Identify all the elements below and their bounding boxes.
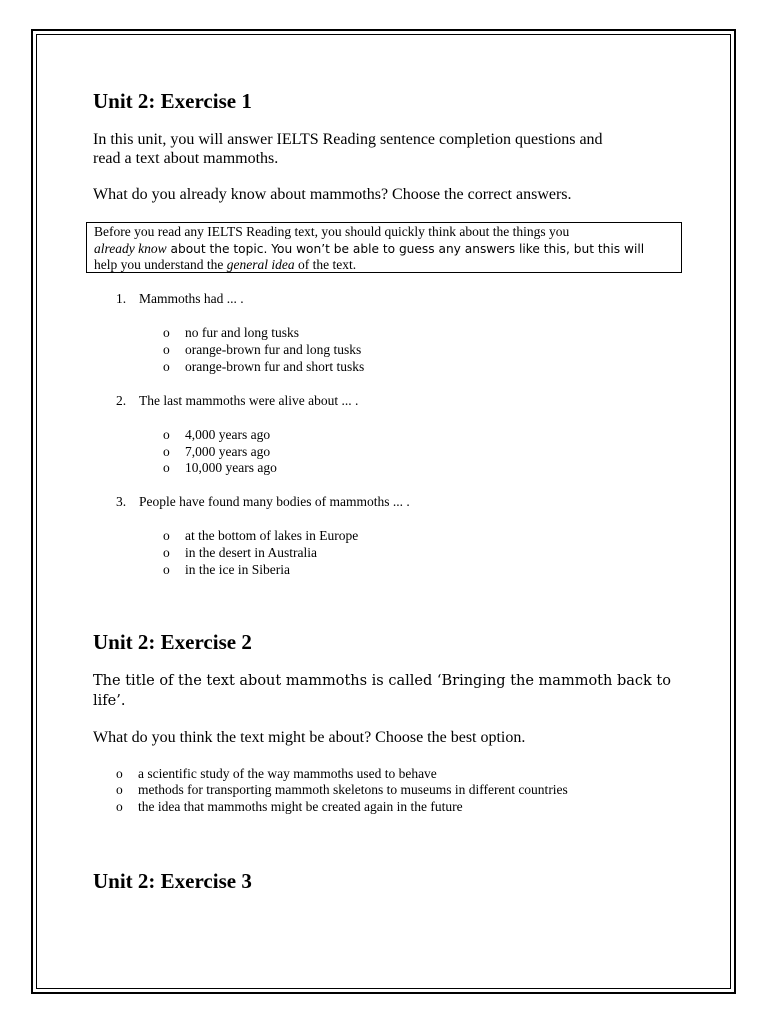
option-label: a scientific study of the way mammoths used to behave xyxy=(138,766,437,781)
option-label: in the desert in Australia xyxy=(185,545,317,560)
exercise-2-title-line-2: life’. xyxy=(93,693,126,709)
tip-italic-general-idea: general idea xyxy=(226,257,295,272)
option-label: in the ice in Siberia xyxy=(185,562,290,577)
bullet-icon: o xyxy=(163,528,170,543)
bullet-icon: o xyxy=(163,342,170,357)
intro-line-2: read a text about mammoths. xyxy=(93,150,279,167)
option-label: 4,000 years ago xyxy=(185,427,271,442)
bullet-icon: o xyxy=(163,325,170,340)
tip-line-3-start: help you understand the xyxy=(94,257,227,272)
question-text: Mammoths had ... . xyxy=(139,291,244,306)
option-label: the idea that mammoths might be created again in the future xyxy=(138,799,463,814)
option-label: no fur and long tusks xyxy=(185,325,299,340)
option-label: orange-brown fur and short tusks xyxy=(185,359,365,374)
tip-italic-already-know: already know xyxy=(94,240,167,256)
bullet-icon: o xyxy=(163,545,170,560)
bullet-icon: o xyxy=(163,460,170,475)
option-label: 10,000 years ago xyxy=(185,460,277,475)
exercise-3-heading: Unit 2: Exercise 3 xyxy=(93,869,252,893)
question-text: The last mammoths were alive about ... . xyxy=(139,393,359,408)
option-label: methods for transporting mammoth skeletons to museums in different countries xyxy=(138,782,568,797)
tip-line-2 xyxy=(94,241,674,258)
tip-line-1: Before you read any IELTS Reading text, you should quickly think about the things you xyxy=(94,224,570,239)
exercise-2-heading: Unit 2: Exercise 2 xyxy=(93,630,252,654)
intro-line-1: In this unit, you will answer IELTS Reading sentence completion questions and xyxy=(93,131,603,148)
bullet-icon: o xyxy=(163,359,170,374)
option-label: 7,000 years ago xyxy=(185,444,271,459)
option-label: at the bottom of lakes in Europe xyxy=(185,528,359,543)
question-number: 3. xyxy=(116,494,127,509)
page-border-inner xyxy=(36,34,731,989)
bullet-icon: o xyxy=(163,427,170,442)
bullet-icon: o xyxy=(116,799,123,814)
option-label: orange-brown fur and long tusks xyxy=(185,342,362,357)
bullet-icon: o xyxy=(163,562,170,577)
question-text: People have found many bodies of mammoths ... . xyxy=(139,494,410,509)
tip-line-3-end: of the text. xyxy=(294,257,357,272)
exercise-2-instruction: What do you think the text might be about? Choose the best option. xyxy=(93,729,526,746)
bullet-icon: o xyxy=(116,782,123,797)
question-number: 1. xyxy=(116,291,127,306)
question-3 xyxy=(116,493,410,510)
tip-line-2-rest: about the topic. You won’t be able to guess any answers like this, but this will xyxy=(166,241,645,256)
tip-box xyxy=(86,222,682,273)
question-2 xyxy=(116,392,359,409)
exercise-1-heading: Unit 2: Exercise 1 xyxy=(93,89,252,113)
bullet-icon: o xyxy=(163,444,170,459)
question-number: 2. xyxy=(116,393,127,408)
question-1 xyxy=(116,290,244,307)
exercise-1-instruction: What do you already know about mammoths? Choose the correct answers. xyxy=(93,186,572,203)
exercise-2-title-line-1: The title of the text about mammoths is called ‘Bringing the mammoth back to xyxy=(93,673,671,689)
tip-line-3 xyxy=(94,257,674,274)
bullet-icon: o xyxy=(116,766,123,781)
